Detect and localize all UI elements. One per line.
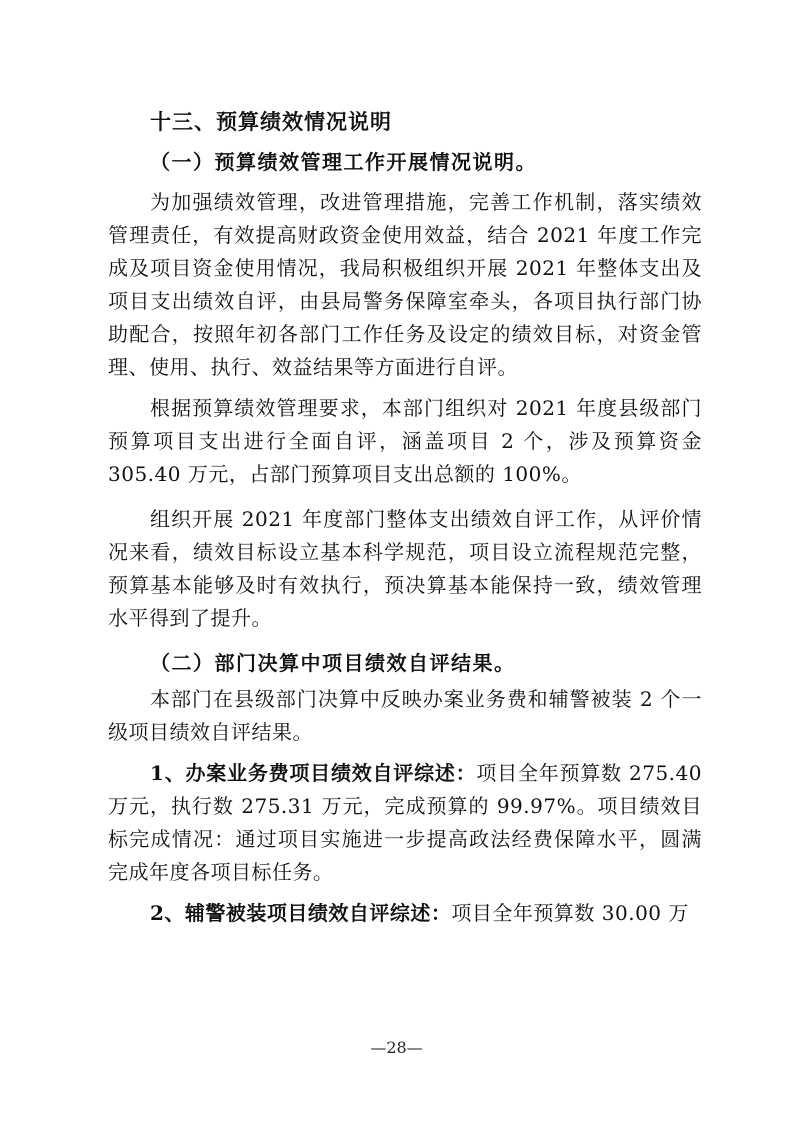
item-1-lead: 1、办案业务费项目绩效自评综述： (150, 761, 477, 785)
item-2-lead: 2、辅警被装项目绩效自评综述： (150, 901, 452, 925)
paragraph-coverage: 根据预算绩效管理要求，本部门组织对 2021 年度县级部门预算项目支出进行全面自评，涵盖项目 2 个，涉及预算资金 305.40 万元，占部门预算项目支出总额的 100%。 (108, 396, 702, 486)
paragraph-management: 为加强绩效管理，改进管理措施，完善工作机制，落实绩效管理责任，有效提高财政资金使用效益，结合 2021 年度工作完成及项目资金使用情况，我局积极组织开展 2021 年整体支出及项目支出绩效自评，由县局警务保障室牵头，各项目执行部门协助配合，按照年初各部门工作任务及设定的绩效目标，对资金管理、使用、执行、效益结果等方面进行自评。 (108, 190, 702, 379)
item-case-handling-expenses (108, 757, 702, 889)
paragraph-overall-evaluation: 组织开展 2021 年度部门整体支出绩效自评工作，从评价情况来看，绩效目标设立基本科学规范，项目设立流程规范完整，预算基本能够及时有效执行，预决算基本能保持一致，绩效管理水平得到了提升。 (108, 507, 702, 630)
subsection-heading-1: （一）预算绩效管理工作开展情况说明。 (150, 150, 537, 174)
page-content (108, 102, 702, 930)
item-2-text: 项目全年预算数 30.00 万 (451, 901, 689, 925)
subsection-heading-2: （二）部门决算中项目绩效自评结果。 (150, 651, 516, 675)
page-number: —28— (370, 1038, 423, 1057)
item-1-text: 项目全年预算数 275.40 万元，执行数 275.31 万元，完成预算的 99.97%。项目绩效目标完成情况：通过项目实施进一步提高政法经费保障水平，圆满完成年度各项目标任务。 (108, 761, 702, 884)
item-auxiliary-police-uniforms (108, 897, 702, 930)
paragraph-project-summary: 本部门在县级部门决算中反映办案业务费和辅警被装 2 个一级项目绩效自评结果。 (108, 687, 702, 744)
section-heading: 十三、预算绩效情况说明 (150, 110, 392, 134)
